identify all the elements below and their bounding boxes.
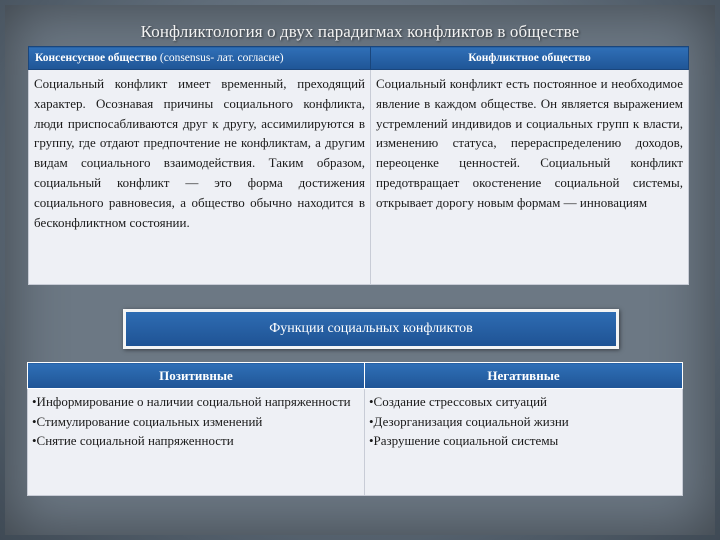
list-item: •Создание стрессовых ситуаций bbox=[369, 394, 548, 409]
positive-header: Позитивные bbox=[28, 363, 365, 389]
list-item: •Разрушение социальной системы bbox=[369, 433, 559, 448]
functions-title-box: Функции социальных конфликтов bbox=[123, 309, 619, 349]
list-item: •Дезорганизация социальной жизни bbox=[369, 413, 569, 429]
list-item: •Стимулирование социальных изменений bbox=[32, 413, 263, 429]
consensus-header-note: (consensus- лат. согласие) bbox=[157, 52, 284, 64]
list-item: •Информирование о наличии социальной напряженности bbox=[32, 394, 351, 409]
positive-functions-cell bbox=[28, 389, 365, 496]
functions-table bbox=[27, 362, 683, 496]
paradigms-table bbox=[28, 46, 689, 285]
consensus-header-bold: Консенсусное общество bbox=[35, 52, 158, 64]
consensus-society-header bbox=[29, 47, 371, 70]
negative-functions-cell bbox=[365, 389, 683, 496]
conflict-society-text: Социальный конфликт есть постоянное и необходимое явление в каждом обществе. Он является выражением устремлений индивидов и социальных групп к власти, изменению статуса, перераспределению доходов, переоценке ценностей. Социальный конфликт предотвращает окостенение социальной системы, открывает дорогу новым формам — инновациям bbox=[371, 70, 689, 285]
consensus-society-text: Социальный конфликт имеет временный, преходящий характер. Осознавая причины социального конфликта, люди приспосабливаются друг к другу, ассимилируются в группу, где отдают предпочтение не конфликтам, а другим видам социального взаимодействия. Таким образом, социальный конфликт — это форма достижения социального равновесия, а общество обычно находится в бесконфликтном состоянии. bbox=[29, 70, 371, 285]
slide-title: Конфликтология о двух парадигмах конфликтов в обществе bbox=[140, 22, 580, 41]
negative-header: Негативные bbox=[365, 363, 683, 389]
list-item: •Снятие социальной напряженности bbox=[32, 433, 234, 448]
conflict-society-header: Конфликтное общество bbox=[371, 47, 689, 70]
